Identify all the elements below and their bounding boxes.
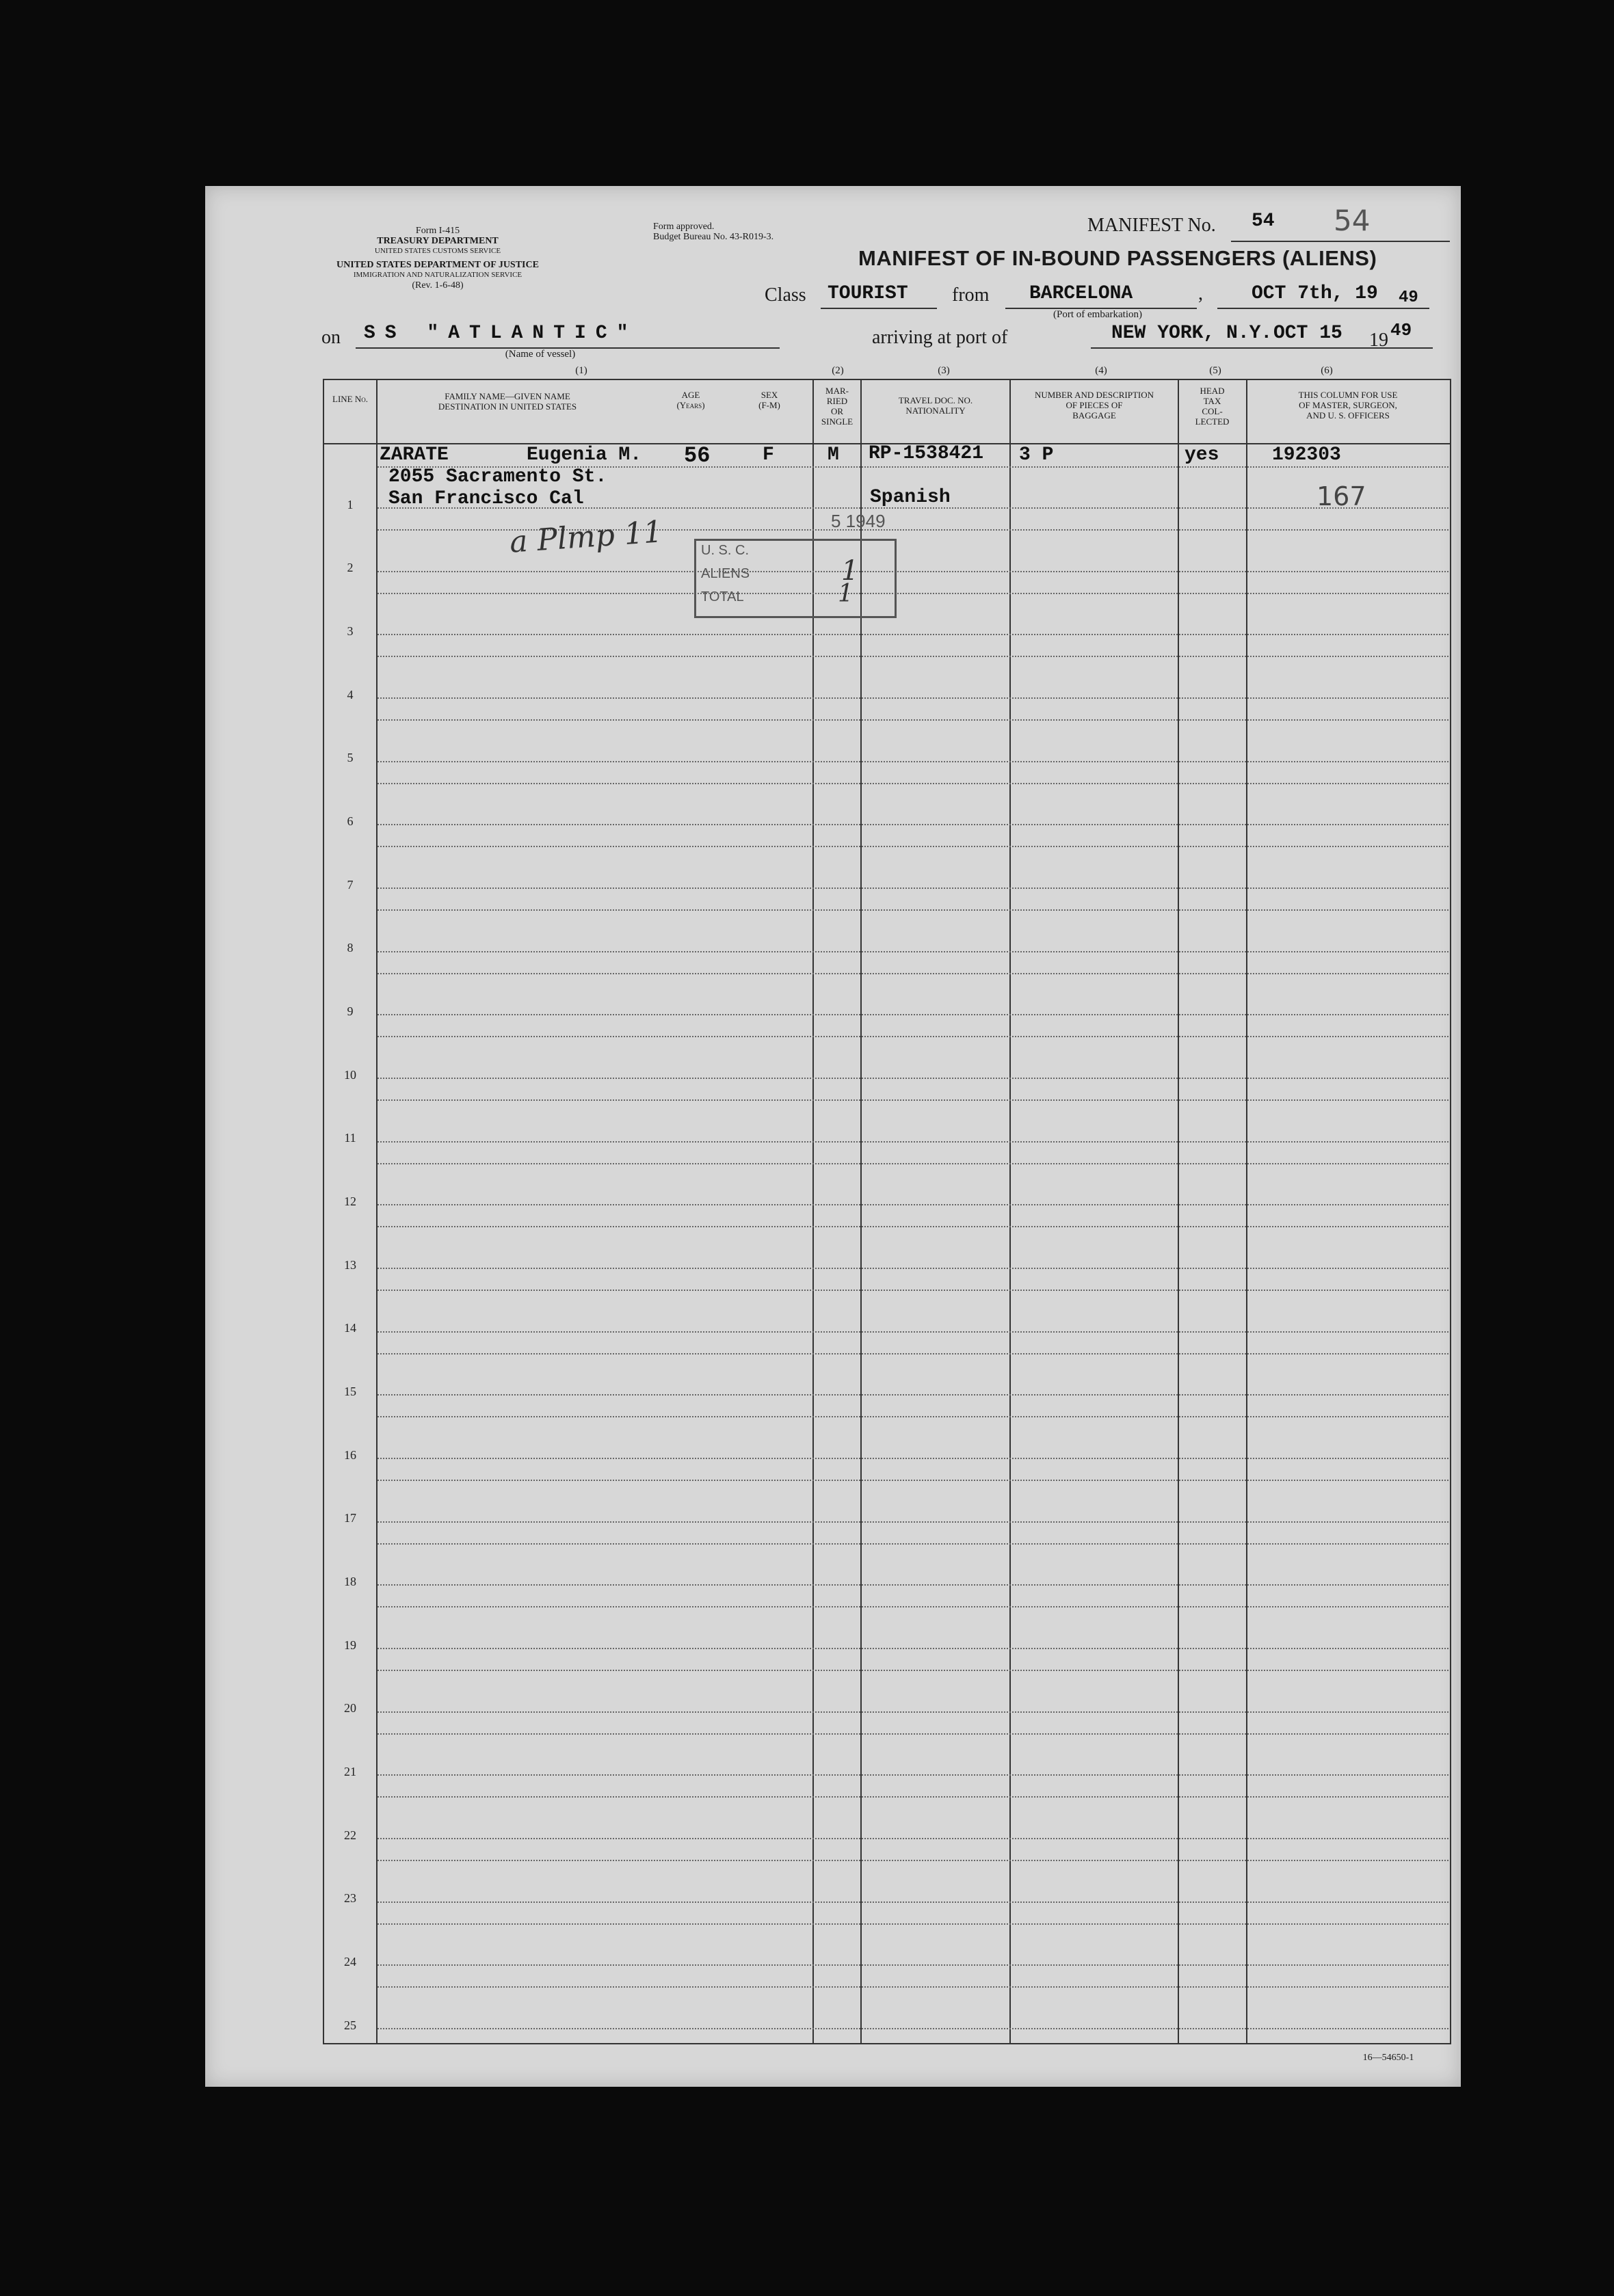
row-rule bbox=[378, 783, 1448, 784]
stamp-value: 1 bbox=[838, 580, 854, 608]
immigration-service: IMMIGRATION AND NATURALIZATION SERVICE bbox=[353, 271, 522, 279]
line-number: 16 bbox=[344, 1448, 356, 1462]
departure-year: 49 bbox=[1399, 289, 1418, 307]
line-number: 1 bbox=[347, 498, 354, 511]
row-rule bbox=[378, 571, 1448, 572]
line-number: 25 bbox=[344, 2018, 356, 2032]
row-rule bbox=[378, 1458, 1448, 1459]
row-rule bbox=[378, 1774, 1448, 1776]
row-rule bbox=[378, 1416, 1448, 1417]
manifest-table bbox=[323, 379, 1451, 2044]
arrival-underline bbox=[1091, 347, 1433, 349]
treasury-dept: TREASURY DEPARTMENT bbox=[377, 236, 499, 246]
line-number: 15 bbox=[344, 1385, 356, 1398]
nationality: Spanish bbox=[870, 487, 951, 508]
line-number: 9 bbox=[347, 1004, 354, 1018]
header-officers: THIS COLUMN FOR USE OF MASTER, SURGEON, AND U. S. OFFICERS bbox=[1298, 390, 1398, 421]
from-label: from bbox=[952, 284, 990, 306]
line-number: 11 bbox=[344, 1131, 356, 1145]
comma: , bbox=[1198, 283, 1203, 304]
row-rule bbox=[378, 1606, 1448, 1607]
row-rule bbox=[378, 697, 1448, 699]
col-num-2: (2) bbox=[832, 365, 844, 376]
arrival-date: OCT 15 bbox=[1273, 323, 1342, 344]
handwritten-note: a Plmp 11 bbox=[508, 514, 664, 560]
col-num-4: (4) bbox=[1095, 365, 1107, 376]
row-rule bbox=[378, 1733, 1448, 1735]
sex: F bbox=[763, 444, 774, 466]
row-rule bbox=[378, 1648, 1448, 1649]
row-rule bbox=[378, 1964, 1448, 1966]
row-rule bbox=[378, 1226, 1448, 1227]
row-rule bbox=[378, 1986, 1448, 1988]
stamp-label: TOTAL bbox=[701, 589, 744, 604]
head-tax: yes bbox=[1185, 444, 1219, 466]
line-number: 8 bbox=[347, 941, 354, 955]
street-address: 2055 Sacramento St. bbox=[388, 466, 607, 488]
arriving-label: arriving at port of bbox=[872, 327, 1008, 348]
row-rule bbox=[378, 761, 1448, 762]
row-rule bbox=[378, 1838, 1448, 1839]
customs-service: UNITED STATES CUSTOMS SERVICE bbox=[374, 247, 501, 255]
row-rule bbox=[378, 1268, 1448, 1269]
row-rule bbox=[378, 1394, 1448, 1396]
header-age: AGE (Years) bbox=[676, 390, 705, 410]
date-underline bbox=[1217, 308, 1429, 309]
manifest-underline bbox=[1231, 241, 1450, 242]
row-rule bbox=[378, 887, 1448, 889]
row-rule bbox=[378, 951, 1448, 952]
travel-doc-number: RP-1538421 bbox=[869, 443, 984, 464]
col-num-6: (6) bbox=[1321, 365, 1333, 376]
age: 56 bbox=[684, 443, 711, 468]
line-number: 6 bbox=[347, 814, 354, 828]
header-travel-doc: TRAVEL DOC. NO. NATIONALITY bbox=[898, 395, 973, 416]
line-number: 24 bbox=[344, 1955, 356, 1968]
vessel-name: SS "ATLANTIC" bbox=[364, 323, 638, 344]
footer-code: 16—54650-1 bbox=[1362, 2053, 1414, 2063]
header-sex: SEX (F-M) bbox=[758, 390, 780, 410]
line-number: 4 bbox=[347, 688, 354, 702]
row-rule bbox=[378, 1204, 1448, 1205]
row-rule bbox=[378, 909, 1448, 911]
row-rule bbox=[378, 593, 1448, 594]
col-divider bbox=[1178, 379, 1179, 2043]
row-rule bbox=[378, 1014, 1448, 1015]
arrival-port: NEW YORK, N.Y. bbox=[1111, 323, 1273, 344]
row-rule bbox=[378, 1901, 1448, 1903]
row-rule bbox=[378, 824, 1448, 825]
row-rule bbox=[378, 1670, 1448, 1671]
form-approved: Form approved. bbox=[653, 222, 715, 232]
line-number: 22 bbox=[344, 1828, 356, 1842]
family-name: ZARATE bbox=[380, 444, 449, 466]
stamp-date: 5 1949 bbox=[831, 511, 886, 531]
row-rule bbox=[378, 656, 1448, 657]
row-rule bbox=[378, 1480, 1448, 1481]
line-number: 19 bbox=[344, 1638, 356, 1652]
line-number: 20 bbox=[344, 1701, 356, 1715]
stamp-value: 1 bbox=[841, 555, 859, 587]
row-rule bbox=[378, 1290, 1448, 1291]
manifest-number: 54 bbox=[1252, 211, 1275, 232]
line-number: 13 bbox=[344, 1258, 356, 1272]
line-number: 23 bbox=[344, 1891, 356, 1905]
row-rule bbox=[378, 846, 1448, 847]
row-rule bbox=[378, 1923, 1448, 1925]
manifest-page bbox=[205, 186, 1461, 2087]
class-value: TOURIST bbox=[828, 283, 908, 304]
row-rule bbox=[378, 1860, 1448, 1861]
line-number: 21 bbox=[344, 1765, 356, 1778]
embarkation-port: BARCELONA bbox=[1029, 283, 1133, 304]
header-baggage: NUMBER AND DESCRIPTION OF PIECES OF BAGGAGE bbox=[1034, 390, 1154, 421]
manifest-label: MANIFEST No. bbox=[1087, 215, 1216, 236]
justice-dept: UNITED STATES DEPARTMENT OF JUSTICE bbox=[336, 260, 539, 270]
col-num-3: (3) bbox=[938, 365, 950, 376]
row-rule bbox=[378, 1141, 1448, 1143]
arrival-year: 49 bbox=[1390, 320, 1412, 341]
row-rule bbox=[378, 1099, 1448, 1101]
row-rule bbox=[378, 634, 1448, 635]
row-rule bbox=[378, 1584, 1448, 1586]
budget-bureau: Budget Bureau No. 43-R019-3. bbox=[653, 232, 774, 242]
vessel-caption: (Name of vessel) bbox=[505, 349, 576, 360]
manifest-number-handwritten: 54 bbox=[1334, 204, 1371, 237]
col-num-1: (1) bbox=[575, 365, 587, 376]
stamp-label: ALIENS bbox=[701, 566, 750, 581]
line-number: 12 bbox=[344, 1194, 356, 1208]
port-caption: (Port of embarkation) bbox=[1053, 309, 1142, 320]
row-rule bbox=[378, 1543, 1448, 1545]
departure-date: OCT 7th, 19 bbox=[1252, 283, 1378, 304]
row-rule bbox=[378, 1521, 1448, 1523]
on-label: on bbox=[321, 327, 341, 348]
row-rule bbox=[378, 2028, 1448, 2029]
line-number: 14 bbox=[344, 1321, 356, 1335]
col-divider bbox=[1246, 379, 1247, 2043]
row-rule bbox=[378, 1163, 1448, 1164]
col-divider bbox=[860, 379, 862, 2043]
given-name: Eugenia M. bbox=[527, 444, 642, 466]
col-divider bbox=[812, 379, 814, 2043]
officer-handwritten: 167 bbox=[1317, 481, 1366, 511]
row-rule bbox=[378, 719, 1448, 721]
header-head-tax: HEAD TAX COL- LECTED bbox=[1195, 386, 1230, 427]
line-number: 7 bbox=[347, 878, 354, 892]
line-number: 17 bbox=[344, 1511, 356, 1525]
arrival-year-prefix: 19 bbox=[1369, 330, 1388, 351]
baggage: 3 P bbox=[1019, 444, 1054, 466]
row-rule bbox=[378, 1353, 1448, 1354]
city: San Francisco Cal bbox=[388, 488, 584, 509]
row-rule bbox=[378, 1331, 1448, 1333]
form-number: Form I-415 bbox=[415, 226, 460, 236]
row-rule bbox=[378, 1036, 1448, 1037]
class-underline bbox=[821, 308, 937, 309]
stamp-label: U. S. C. bbox=[701, 543, 750, 558]
class-label: Class bbox=[765, 284, 806, 306]
col-num-5: (5) bbox=[1209, 365, 1221, 376]
col-divider bbox=[376, 379, 378, 2043]
row-rule bbox=[378, 1711, 1448, 1713]
header-name: FAMILY NAME—GIVEN NAME DESTINATION IN UNITED STATES bbox=[438, 391, 577, 412]
page-title: MANIFEST OF IN-BOUND PASSENGERS (ALIENS) bbox=[858, 246, 1377, 270]
line-number: 3 bbox=[347, 624, 354, 638]
row-rule bbox=[378, 973, 1448, 974]
row-rule bbox=[378, 1078, 1448, 1079]
col-divider bbox=[1009, 379, 1011, 2043]
revision: (Rev. 1-6-48) bbox=[412, 280, 464, 291]
line-number: 10 bbox=[344, 1068, 356, 1082]
header-line-no: LINE No. bbox=[332, 394, 368, 404]
line-number: 2 bbox=[347, 561, 354, 574]
officer-number: 192303 bbox=[1272, 444, 1341, 466]
header-married: MAR- RIED OR SINGLE bbox=[821, 386, 854, 427]
line-number: 5 bbox=[347, 751, 354, 764]
marital-status: M bbox=[828, 444, 839, 466]
row-rule bbox=[378, 1796, 1448, 1798]
line-number: 18 bbox=[344, 1575, 356, 1588]
